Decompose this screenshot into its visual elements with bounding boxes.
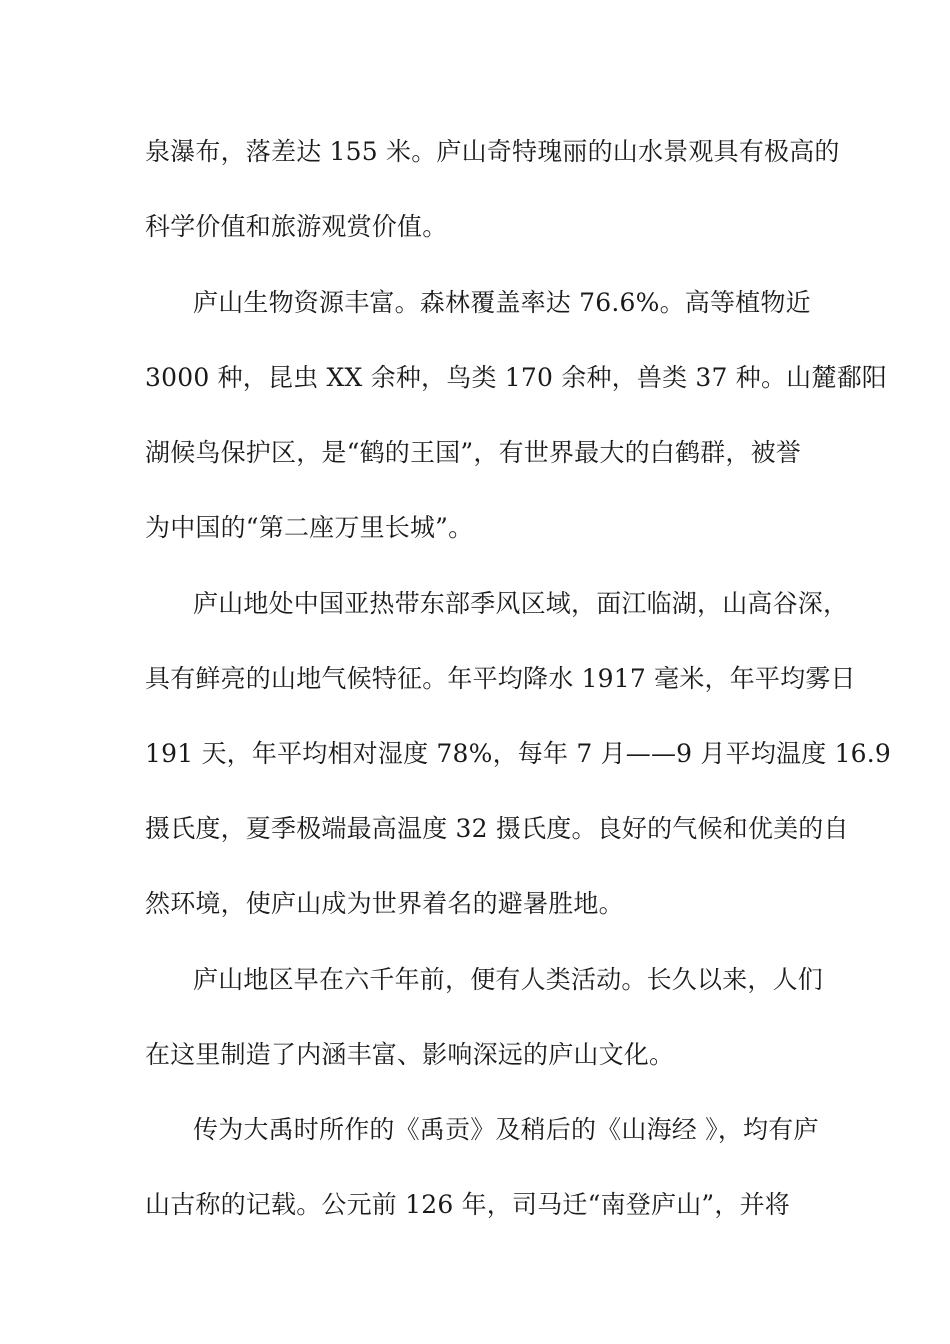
text-line: 为中国的“第二座万里长城”。 [145,513,474,542]
paragraph-first-line: 庐山地区早在六千年前，便有人类活动。长久以来，人们 [193,965,824,994]
paragraph-first-line: 庐山生物资源丰富。森林覆盖率达 76.6%。高等植物近 [193,288,811,317]
text-line: 3000 种，昆虫 XX 余种，鸟类 170 余种，兽类 37 种。山麓鄱阳 [145,363,887,392]
text-line: 然环境，使庐山成为世界着名的避暑胜地。 [145,889,624,918]
text-line: 191 天，年平均相对湿度 78%，每年 7 月——9 月平均温度 16.9 [145,739,892,768]
text-line: 摄氏度，夏季极端最高温度 32 摄氏度。良好的气候和优美的自 [145,814,849,843]
text-line: 在这里制造了内涵丰富、影响深远的庐山文化。 [145,1040,675,1069]
paragraph-first-line: 庐山地处中国亚热带东部季风区域，面江临湖，山高谷深， [193,589,849,618]
text-line: 科学价值和旅游观赏价值。 [145,212,448,241]
text-line: 具有鲜亮的山地气候特征。年平均降水 1917 毫米，年平均雾日 [145,664,856,693]
paragraph-first-line: 传为大禹时所作的《禹贡》及稍后的《山海经 》，均有庐 [193,1115,819,1144]
text-line: 湖候鸟保护区，是“鹤的王国”，有世界最大的白鹤群，被誉 [145,438,801,467]
text-line: 泉瀑布，落差达 155 米。庐山奇特瑰丽的山水景观具有极高的 [145,137,840,166]
text-line: 山古称的记载。公元前 126 年，司马迁“南登庐山”，并将 [145,1190,790,1219]
